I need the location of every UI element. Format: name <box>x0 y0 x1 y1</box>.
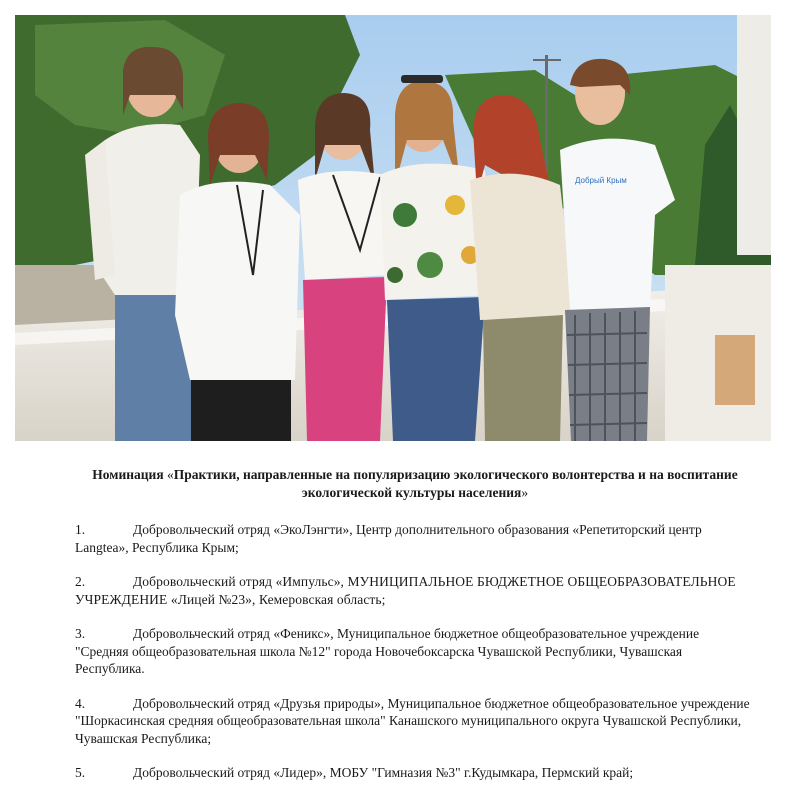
list-item-number: 5. <box>75 765 86 780</box>
heading-prefix: Номинация <box>92 467 167 482</box>
heading-quote-close: » <box>521 485 529 500</box>
list-item <box>75 764 755 782</box>
list-item-text: Добровольческий отряд «Феникс», Муниципальное бюджетное общеобразовательное учреждение "Средняя общеобразовательная школа №12" города Новочебоксарска Чувашской Республики, Чувашская Республика. <box>75 626 700 676</box>
list-item-text: Добровольческий отряд «Импульс», МУНИЦИПАЛЬНОЕ БЮДЖЕТНОЕ ОБЩЕОБРАЗОВАТЕЛЬНОЕ УЧРЕЖДЕНИЕ «Лицей №23», Кемеровская область; <box>75 574 736 607</box>
flower-bed <box>715 335 755 405</box>
group-photo-illustration <box>15 15 771 441</box>
list-item-number: 2. <box>75 574 86 589</box>
list-item <box>75 695 755 748</box>
document-body <box>75 466 755 799</box>
list-item-text: Добровольческий отряд «Друзья природы», Муниципальное бюджетное общеобразовательное учреждение "Шоркасинская средняя общеобразовательная школа" Канашского муниципального округа Чувашской Республики, Чувашская Республика; <box>75 695 750 746</box>
list-item-text: Добровольческий отряд «Лидер», МОБУ "Гимназия №3" г.Кудымкара, Пермский край; <box>133 765 634 780</box>
heading-quote-open: « <box>167 467 174 482</box>
building <box>737 15 771 255</box>
list-item-text: Добровольческий отряд «ЭкоЛэнгти», Центр дополнительного образования «Репетиторский центр Langtea», Республика Крым; <box>75 522 702 555</box>
shirt-logo: Добрый Крым <box>575 176 627 185</box>
utility-pole <box>545 55 548 175</box>
group-photo <box>15 15 771 441</box>
nomination-heading <box>85 466 745 502</box>
list-item-number: 1. <box>75 522 86 537</box>
list-item-number: 4. <box>75 695 86 711</box>
list-item <box>75 573 755 608</box>
list-item <box>75 521 755 556</box>
list-item-number: 3. <box>75 626 86 641</box>
heading-text: Практики, направленные на популяризацию экологического волонтерства и на воспитание экологической культуры населения <box>173 467 738 500</box>
list-item <box>75 625 755 678</box>
